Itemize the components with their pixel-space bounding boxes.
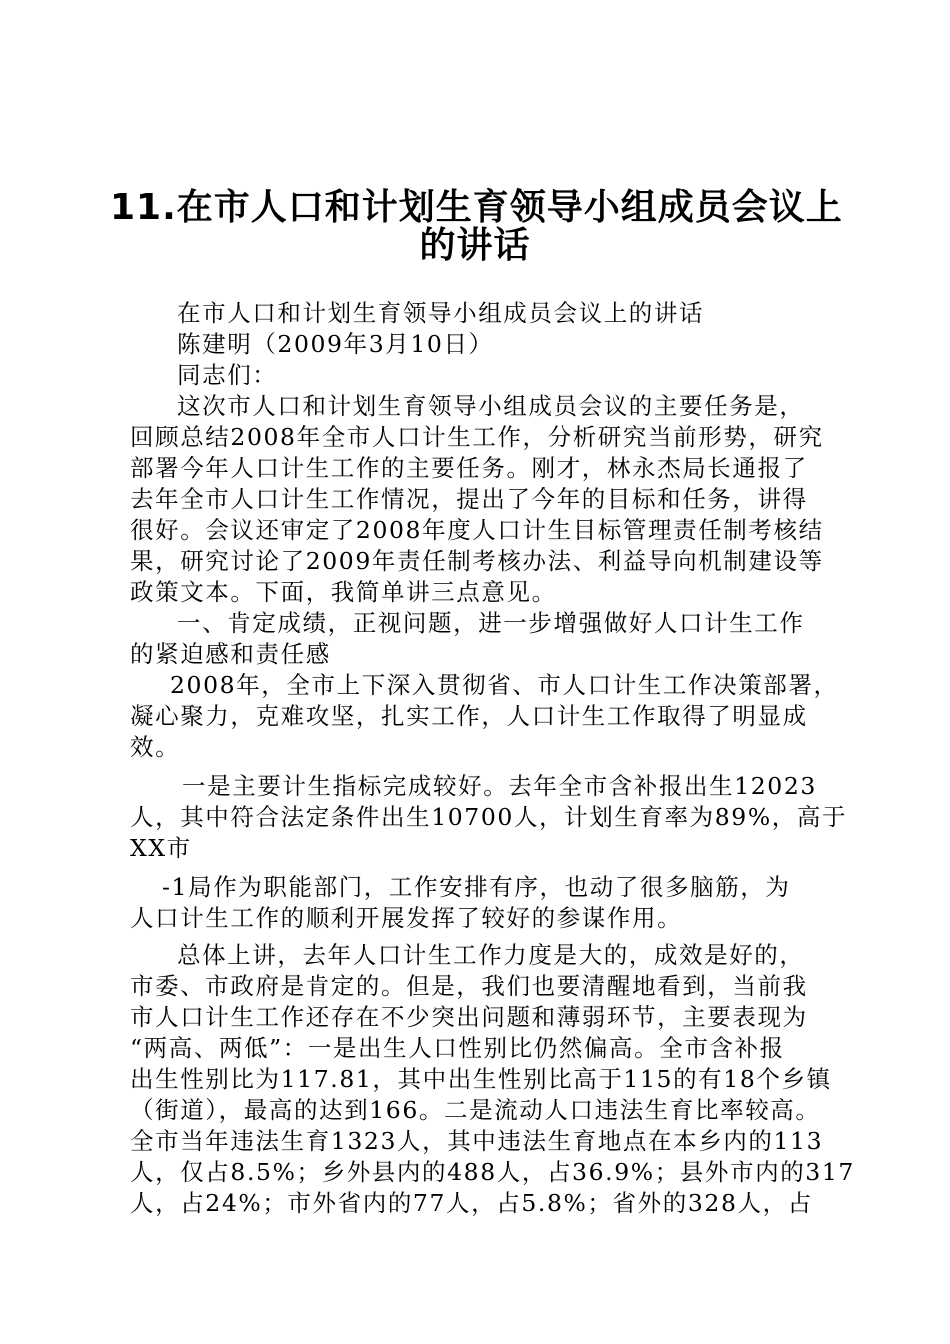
section-heading-line: 一、肯定成绩，正视问题，进一步增强做好人口计生工作 <box>177 609 805 637</box>
paragraph-line: 效。 <box>130 733 181 761</box>
subtitle-line: 在市人口和计划生育领导小组成员会议上的讲话 <box>177 299 705 327</box>
paragraph-line: 政策文本。下面，我简单讲三点意见。 <box>130 578 557 606</box>
paragraph-line: 出生性别比为117.81，其中出生性别比高于115的有18个乡镇 <box>130 1065 832 1093</box>
section-heading-line: 的紧迫感和责任感 <box>130 640 331 668</box>
paragraph-line: “两高、两低”：一是出生人口性别比仍然偏高。全市含补报 <box>130 1034 785 1062</box>
document-title-line-1: 11.在市人口和计划生育领导小组成员会议上 <box>110 187 843 228</box>
paragraph-line: 果，研究讨论了2009年责任制考核办法、利益导向机制建设等 <box>130 547 824 575</box>
paragraph-line: 凝心聚力，克难攻坚，扎实工作，人口计生工作取得了明显成 <box>130 702 808 730</box>
paragraph-line: （街道），最高的达到166。二是流动人口违法生育比率较高。 <box>130 1096 821 1124</box>
paragraph-line: 人，占24%；市外省内的77人，占5.8%；省外的328人，占 <box>130 1189 813 1217</box>
paragraph-line: 市委、市政府是肯定的。但是，我们也要清醒地看到，当前我 <box>130 972 808 1000</box>
paragraph-line: 很好。会议还审定了2008年度人口计生目标管理责任制考核结 <box>130 516 824 544</box>
paragraph-line: 部署今年人口计生工作的主要任务。刚才，林永杰局长通报了 <box>130 454 808 482</box>
paragraph-line: 一是主要计生指标完成较好。去年全市含补报出生12023 <box>182 772 817 800</box>
paragraph-line: 这次市人口和计划生育领导小组成员会议的主要任务是， <box>177 392 805 420</box>
paragraph-line: -1局作为职能部门，工作安排有序，也动了很多脑筋，为 <box>162 873 791 901</box>
document-title-line-2: 的讲话 <box>419 225 531 266</box>
paragraph-line: 市人口计生工作还存在不少突出问题和薄弱环节，主要表现为 <box>130 1003 808 1031</box>
paragraph-line: 人，其中符合法定条件出生10700人，计划生育率为89%，高于 <box>130 803 848 831</box>
paragraph-line: 全市当年违法生育1323人，其中违法生育地点在本乡内的113 <box>130 1127 824 1155</box>
paragraph-line: 人，仅占8.5%；乡外县内的488人，占36.9%；县外市内的317 <box>130 1158 855 1186</box>
paragraph-line: 2008年，全市上下深入贯彻省、市人口计生工作决策部署， <box>170 671 839 699</box>
author-date-line: 陈建明（2009年3月10日） <box>177 330 494 358</box>
paragraph-line: 回顾总结2008年全市人口计生工作，分析研究当前形势，研究 <box>130 423 824 451</box>
document-body <box>130 298 855 1219</box>
paragraph-line: 人口计生工作的顺利开展发挥了较好的参谋作用。 <box>130 904 683 932</box>
salutation-line: 同志们： <box>177 361 278 389</box>
paragraph-line: 去年全市人口计生工作情况，提出了今年的目标和任务，讲得 <box>130 485 808 513</box>
paragraph-line: 总体上讲，去年人口计生工作力度是大的，成效是好的， <box>177 941 805 969</box>
paragraph-line: XX市 <box>130 834 192 862</box>
